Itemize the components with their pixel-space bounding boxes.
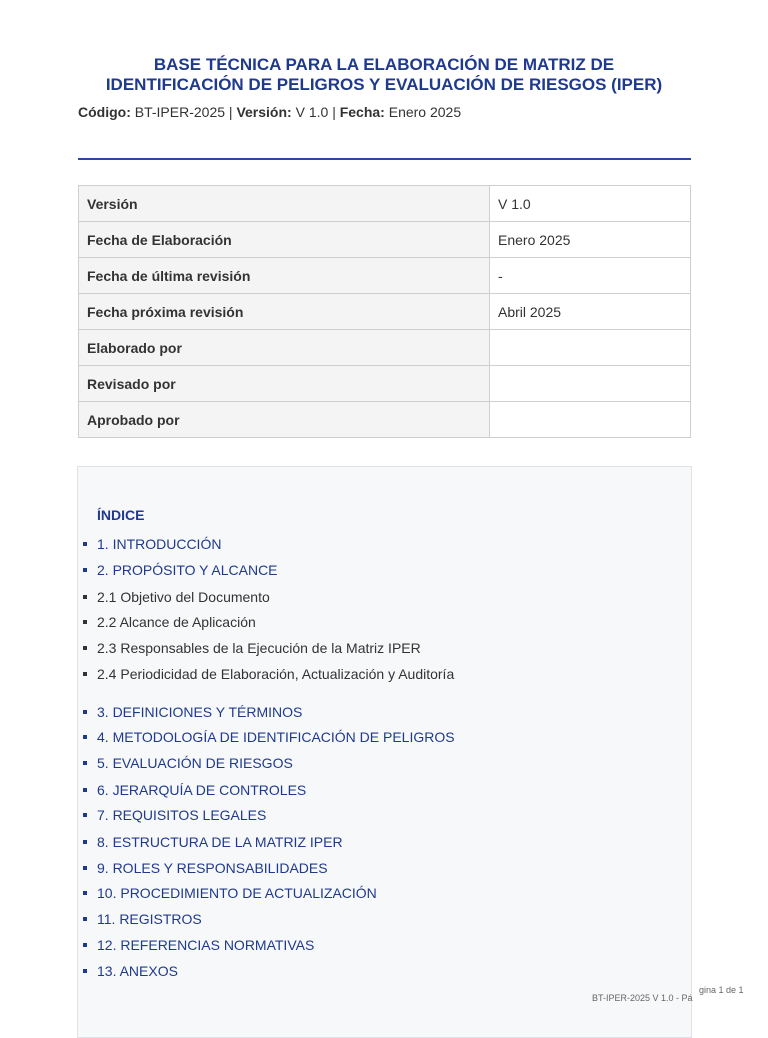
bullet-icon bbox=[83, 542, 87, 546]
table-row bbox=[79, 402, 691, 438]
toc-link-label: 9. ROLES Y RESPONSABILIDADES bbox=[97, 860, 328, 876]
toc-link[interactable] bbox=[97, 703, 302, 721]
bullet-icon bbox=[83, 710, 87, 714]
bullet-icon bbox=[83, 761, 87, 765]
toc-link-label: 5. EVALUACIÓN DE RIESGOS bbox=[97, 755, 293, 771]
table-row bbox=[79, 222, 691, 258]
document-meta bbox=[78, 104, 461, 120]
toc-subitem-label: 2.1 Objetivo del Documento bbox=[97, 589, 270, 605]
info-label: Elaborado por bbox=[79, 330, 490, 366]
toc-link[interactable] bbox=[97, 806, 266, 824]
toc-title: ÍNDICE bbox=[97, 507, 145, 523]
toc-subitem bbox=[97, 613, 256, 631]
bullet-icon bbox=[83, 840, 87, 844]
toc-link[interactable] bbox=[97, 962, 178, 980]
toc-link-label: 3. DEFINICIONES Y TÉRMINOS bbox=[97, 704, 303, 720]
bullet-icon bbox=[83, 943, 87, 947]
info-value: Enero 2025 bbox=[490, 222, 691, 258]
meta-separator: | bbox=[228, 104, 233, 120]
bullet-icon bbox=[83, 866, 87, 870]
bullet-icon bbox=[83, 813, 87, 817]
toc-subitem-label: 2.4 Periodicidad de Elaboración, Actualización y Auditoría bbox=[97, 666, 455, 682]
codigo-value: BT-IPER-2025 bbox=[134, 104, 226, 120]
title-line-1: BASE TÉCNICA PARA LA ELABORACIÓN DE MATRIZ DE bbox=[153, 55, 615, 74]
toc-link-label: 13. ANEXOS bbox=[97, 963, 178, 979]
toc-link-label: 11. REGISTROS bbox=[97, 911, 202, 927]
bullet-icon bbox=[83, 788, 87, 792]
toc-link[interactable] bbox=[97, 781, 306, 799]
info-label: Fecha de última revisión bbox=[79, 258, 490, 294]
toc-subitem-label: 2.2 Alcance de Aplicación bbox=[97, 614, 256, 630]
bullet-icon bbox=[83, 672, 87, 676]
document-title bbox=[78, 55, 690, 95]
toc-link[interactable] bbox=[97, 884, 377, 902]
toc-link-label: 2. PROPÓSITO Y ALCANCE bbox=[97, 562, 278, 578]
bullet-icon bbox=[83, 917, 87, 921]
toc-link[interactable] bbox=[97, 535, 221, 553]
header-divider bbox=[78, 158, 691, 160]
toc-link-label: 12. REFERENCIAS NORMATIVAS bbox=[97, 937, 315, 953]
info-label: Revisado por bbox=[79, 366, 490, 402]
toc-subitem bbox=[97, 665, 454, 683]
info-label: Aprobado por bbox=[79, 402, 490, 438]
version-label: Versión: bbox=[236, 104, 292, 120]
table-row bbox=[79, 366, 691, 402]
toc-link-label: 6. JERARQUÍA DE CONTROLES bbox=[97, 782, 307, 798]
bullet-icon bbox=[83, 969, 87, 973]
document-info-table bbox=[78, 185, 691, 438]
info-value: Abril 2025 bbox=[490, 294, 691, 330]
toc-subitem bbox=[97, 639, 421, 657]
bullet-icon bbox=[83, 735, 87, 739]
info-label: Fecha de Elaboración bbox=[79, 222, 490, 258]
toc-subitem-label: 2.3 Responsables de la Ejecución de la Matriz IPER bbox=[97, 640, 421, 656]
toc-link[interactable] bbox=[97, 833, 343, 851]
title-line-2: IDENTIFICACIÓN DE PELIGROS Y EVALUACIÓN DE RIESGOS (IPER) bbox=[105, 75, 663, 94]
toc-link[interactable] bbox=[97, 561, 278, 579]
codigo-label: Código: bbox=[78, 104, 131, 120]
toc-link-label: 4. METODOLOGÍA DE IDENTIFICACIÓN DE PELIGROS bbox=[97, 729, 455, 745]
footer-doc-id: BT-IPER-2025 V 1.0 - Pá bbox=[592, 993, 693, 1003]
bullet-icon bbox=[83, 620, 87, 624]
bullet-icon bbox=[83, 646, 87, 650]
toc-link[interactable] bbox=[97, 754, 293, 772]
info-value: - bbox=[490, 258, 691, 294]
info-value: V 1.0 bbox=[490, 186, 691, 222]
table-row bbox=[79, 294, 691, 330]
toc-link-label: 8. ESTRUCTURA DE LA MATRIZ IPER bbox=[97, 834, 343, 850]
meta-separator: | bbox=[332, 104, 336, 120]
toc-link[interactable] bbox=[97, 728, 455, 746]
toc-link[interactable] bbox=[97, 859, 328, 877]
info-label: Fecha próxima revisión bbox=[79, 294, 490, 330]
bullet-icon bbox=[83, 595, 87, 599]
info-label: Versión bbox=[79, 186, 490, 222]
info-value bbox=[490, 366, 691, 402]
page-number: gina 1 de 1 bbox=[699, 985, 744, 995]
toc-link-label: 1. INTRODUCCIÓN bbox=[97, 536, 222, 552]
toc-link-label: 7. REQUISITOS LEGALES bbox=[97, 807, 267, 823]
table-row bbox=[79, 330, 691, 366]
version-value: V 1.0 bbox=[295, 104, 329, 120]
toc-link[interactable] bbox=[97, 910, 202, 928]
table-row bbox=[79, 186, 691, 222]
fecha-label: Fecha: bbox=[339, 104, 385, 120]
toc-link-label: 10. PROCEDIMIENTO DE ACTUALIZACIÓN bbox=[97, 885, 377, 901]
fecha-value: Enero 2025 bbox=[388, 104, 462, 120]
table-row bbox=[79, 258, 691, 294]
toc-link[interactable] bbox=[97, 936, 314, 954]
info-value bbox=[490, 330, 691, 366]
info-value bbox=[490, 402, 691, 438]
bullet-icon bbox=[83, 891, 87, 895]
toc-subitem bbox=[97, 588, 270, 606]
bullet-icon bbox=[83, 568, 87, 572]
